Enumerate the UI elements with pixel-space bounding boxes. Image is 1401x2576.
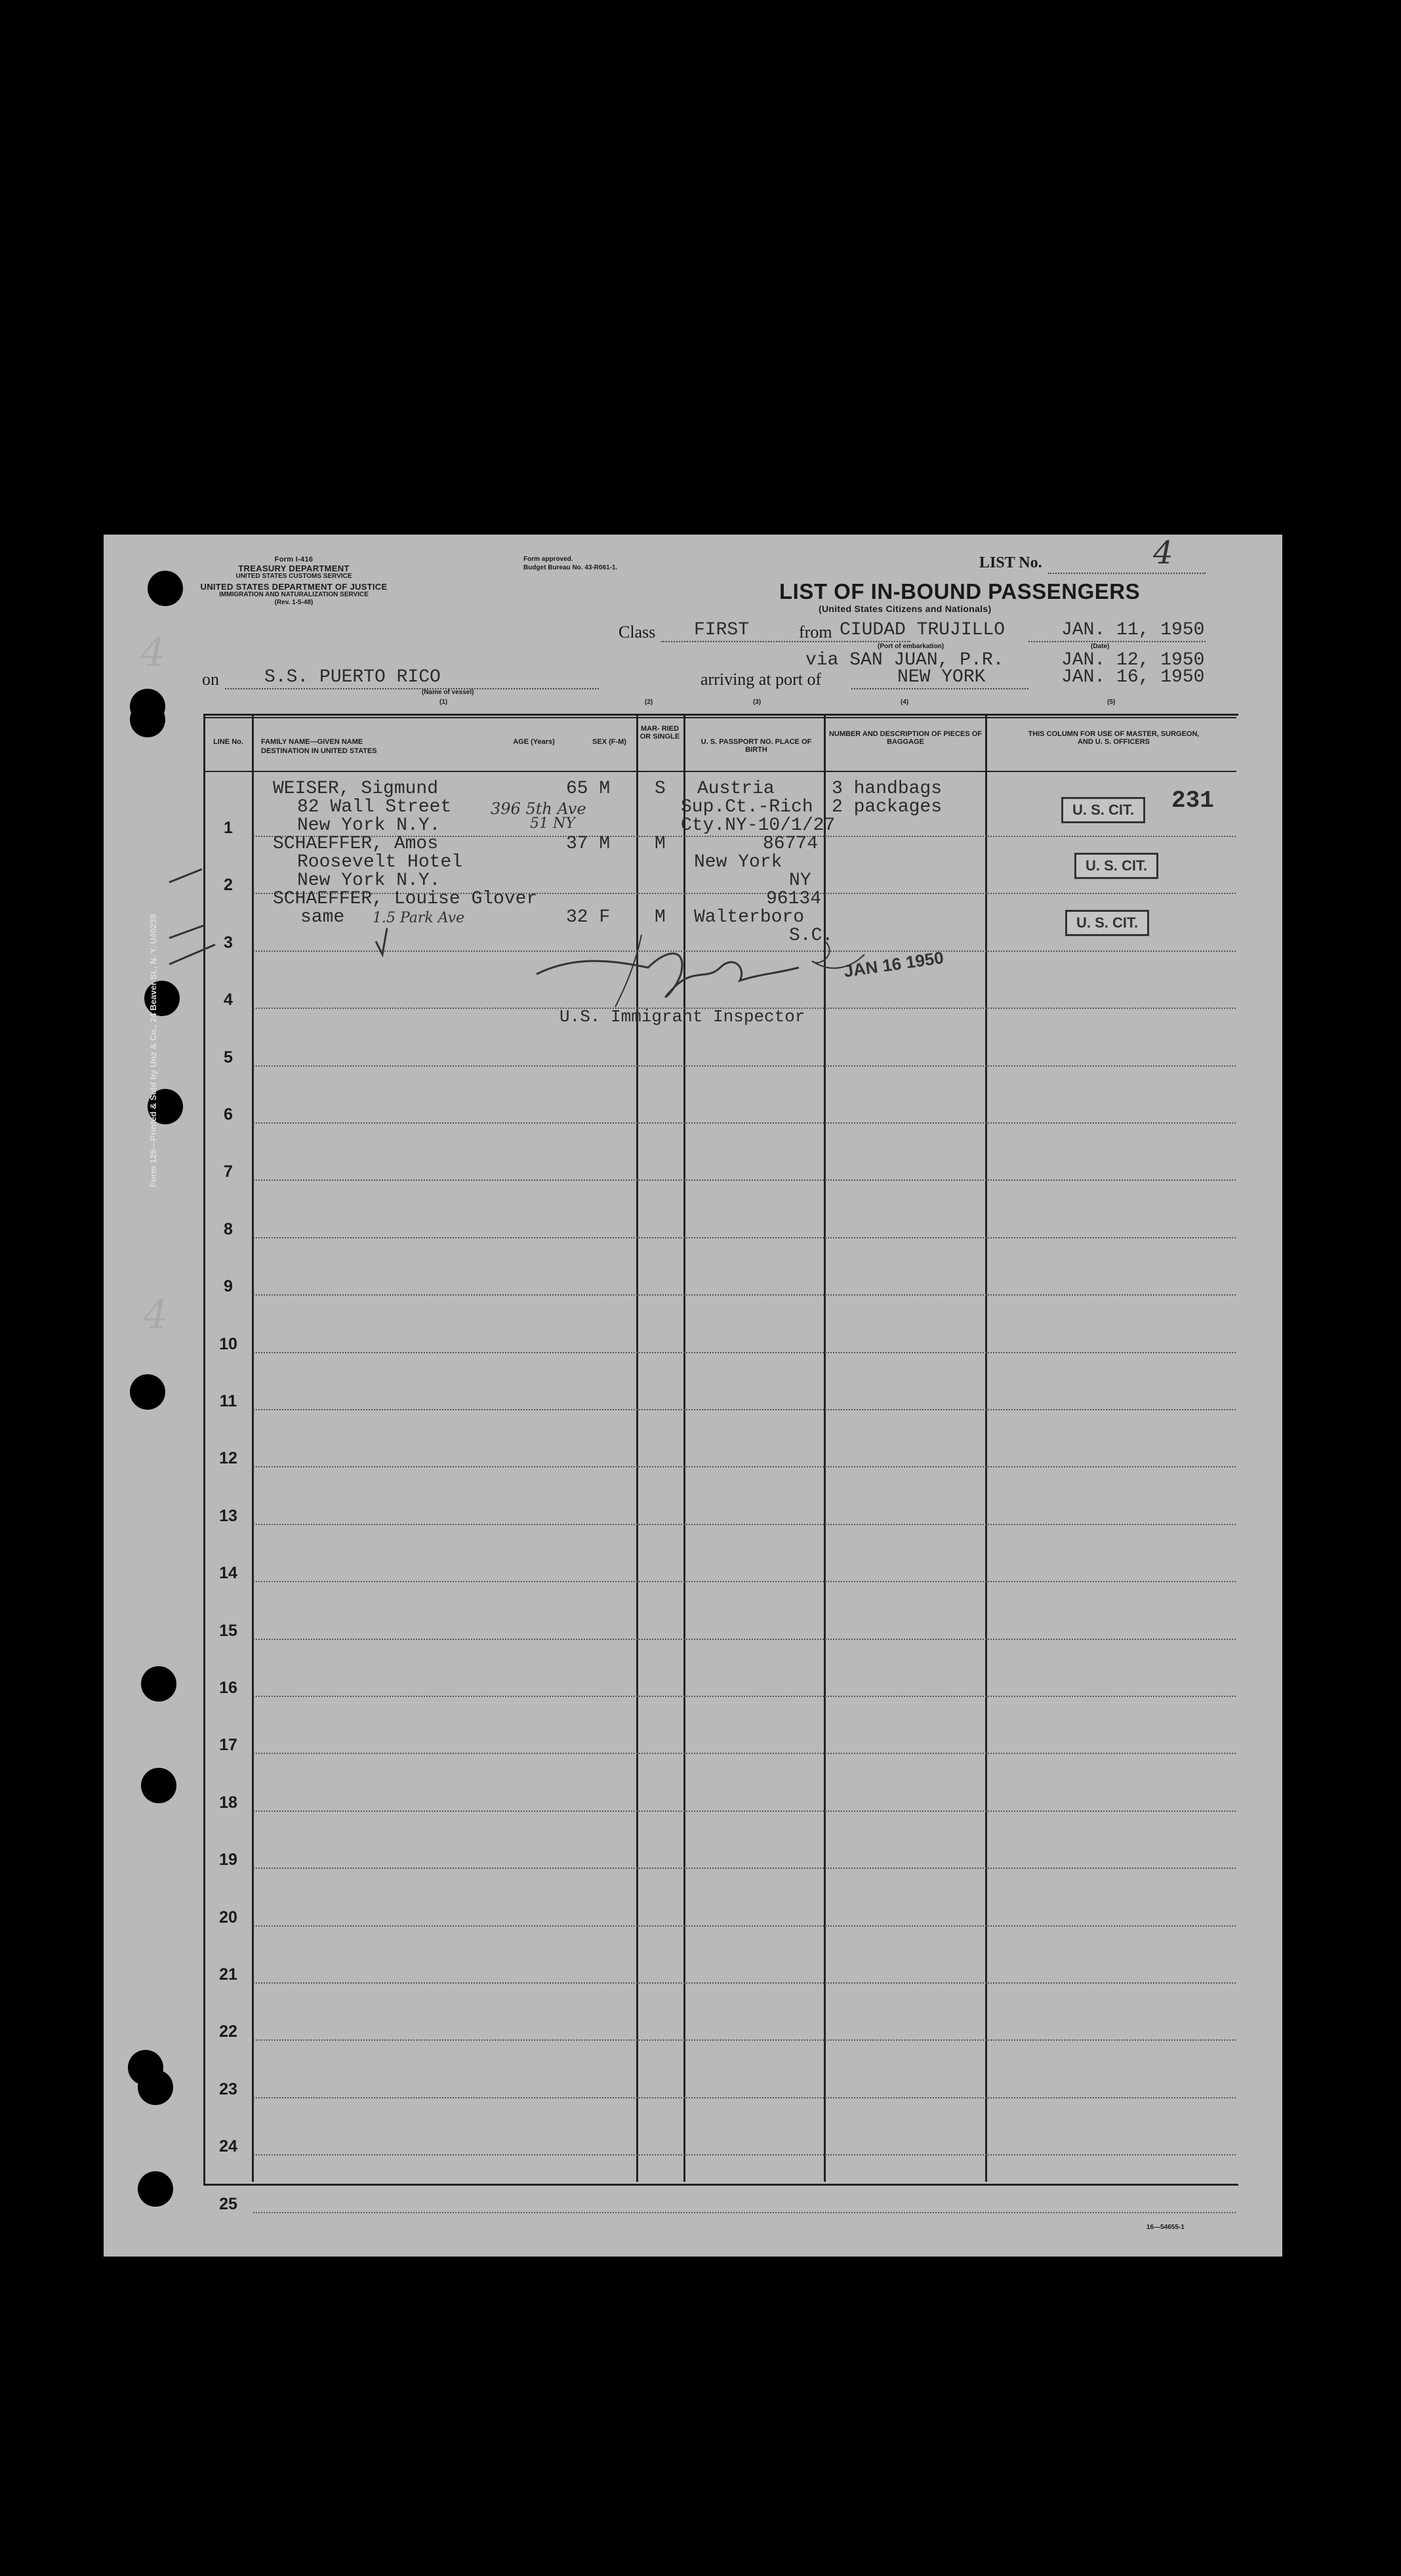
via-date: JAN. 12, 1950: [1061, 650, 1205, 670]
row-dotted-line: [253, 2212, 1236, 2213]
punch-hole: [141, 1666, 176, 1702]
p2-address-1: Roosevelt Hotel: [297, 852, 463, 872]
class-value: FIRST: [694, 620, 750, 640]
line-number: 15: [219, 1621, 237, 1640]
col-header-name: FAMILY NAME—GIVEN NAME: [261, 738, 363, 746]
document-title: LIST OF IN-BOUND PASSENGERS: [779, 579, 1141, 603]
dept-treasury: TREASURY DEPARTMENT: [238, 563, 350, 573]
arrival-date: JAN. 16, 1950: [1061, 667, 1205, 687]
line-number: 22: [219, 2022, 237, 2041]
vessel-caption: (Name of vessel): [422, 689, 474, 696]
p2-passport-3: NY: [789, 870, 811, 891]
punch-hole: [141, 1768, 176, 1803]
list-no-line: [1048, 561, 1206, 574]
col-header-destination: DESTINATION IN UNITED STATES: [261, 747, 377, 755]
via-value: via SAN JUAN, P.R.: [805, 650, 1004, 670]
p1-baggage-1: 3 handbags: [832, 779, 943, 799]
document-page: [104, 535, 1282, 2257]
line-number: 1: [224, 819, 233, 837]
class-label: Class: [619, 623, 656, 642]
p3-name: SCHAEFFER, Louise Glover: [273, 889, 538, 909]
p1-address-1: 82 Wall Street: [297, 797, 452, 817]
citizen-stamp-1: U. S. CIT.: [1061, 797, 1145, 823]
punch-hole: [138, 2171, 173, 2207]
form-code: 16—54655-1: [1147, 2224, 1185, 2231]
line-number: 25: [219, 2194, 237, 2213]
row-dotted-line: [253, 1179, 1236, 1181]
row-dotted-line: [253, 1065, 1236, 1067]
p3-handwritten-note: 1.5 Park Ave: [373, 910, 465, 926]
customs-service: UNITED STATES CUSTOMS SERVICE: [235, 573, 352, 580]
citizen-stamp-3: U. S. CIT.: [1065, 910, 1149, 936]
col-num-4: (4): [901, 699, 909, 706]
line-number: 12: [219, 1449, 237, 1468]
col-header-officers: THIS COLUMN FOR USE OF MASTER, SURGEON, AND U. S. OFFICERS: [1028, 730, 1200, 746]
row-dotted-line: [253, 1753, 1236, 1754]
line-number: 2: [224, 876, 233, 895]
punch-hole: [130, 1374, 165, 1410]
inspector-caption: U.S. Immigrant Inspector: [559, 1007, 805, 1027]
p2-name: SCHAEFFER, Amos: [273, 834, 439, 854]
row-dotted-line: [253, 1122, 1236, 1124]
row-dotted-line: [253, 1237, 1236, 1238]
line-number: 3: [224, 933, 233, 952]
p1-marital: S: [655, 779, 666, 799]
col-num-2: (2): [645, 699, 653, 706]
line-number: 4: [224, 991, 233, 1010]
punch-hole: [148, 571, 183, 606]
line-number: 10: [219, 1334, 237, 1353]
p1-passport-3: Cty.NY-10/1/27: [681, 815, 836, 836]
p3-passport-1: 96134: [766, 889, 822, 909]
row-dotted-line: [253, 1925, 1236, 1927]
line-number: 7: [224, 1162, 233, 1181]
row-dotted-line: [253, 1868, 1236, 1869]
form-number: Form I-416: [274, 556, 314, 563]
line-number: 19: [219, 1850, 237, 1870]
p1-handwritten-note-2: 51 NY: [530, 815, 575, 832]
p3-address-1: same: [300, 907, 345, 928]
p2-address-2: New York N.Y.: [297, 870, 441, 891]
dept-justice: UNITED STATES DEPARTMENT OF JUSTICE: [200, 582, 388, 592]
budget-bureau: Budget Bureau No. 43-R061-1.: [523, 564, 618, 571]
row-dotted-line: [253, 1982, 1236, 1984]
form-approved: Form approved.: [523, 556, 573, 563]
p2-age-sex: 37 M: [566, 834, 611, 854]
row-dotted-line: [253, 1409, 1236, 1410]
line-number: 24: [219, 2137, 237, 2156]
inspector-signature-icon: [523, 928, 891, 1013]
p2-passport-2: New York: [694, 852, 782, 872]
number-231: 231: [1171, 787, 1214, 814]
row-dotted-line: [253, 1581, 1236, 1582]
col-num-1: (1): [439, 699, 448, 706]
row-dotted-line: [253, 1466, 1236, 1467]
p3-passport-2: Walterboro: [694, 907, 805, 928]
row-dotted-line: [253, 1352, 1236, 1353]
p1-address-2: New York N.Y.: [297, 815, 441, 836]
line-number: 6: [224, 1105, 233, 1124]
row-dotted-line: [253, 1294, 1236, 1296]
ins-service: IMMIGRATION AND NATURALIZATION SERVICE: [219, 591, 369, 598]
p1-name: WEISER, Sigmund: [273, 779, 439, 799]
line-number: 11: [219, 1392, 237, 1410]
line-number: 17: [219, 1736, 237, 1755]
revision: (Rev. 1-5-48): [274, 599, 314, 606]
date-caption: (Date): [1091, 643, 1110, 650]
col-header-age: AGE (Years): [513, 738, 555, 746]
row-dotted-line: [253, 2039, 1236, 2041]
side-print: Form 125—Printed & Sold by Unz & Co., 24 Beaver St., N. Y. U40239: [148, 914, 158, 1187]
arrival-date-stamp: JAN 16 1950: [842, 947, 945, 981]
vessel-value: S.S. PUERTO RICO: [264, 667, 441, 687]
row-dotted-line: [253, 2154, 1236, 2156]
p3-age-sex: 32 F: [566, 907, 611, 928]
from-label: from: [799, 623, 832, 642]
line-number: 5: [224, 1048, 233, 1067]
list-no-label: LIST No.: [979, 554, 1042, 571]
col-divider-baggage: [985, 714, 987, 2182]
table-top-double-rule: [203, 717, 1236, 718]
line-number: 8: [224, 1219, 233, 1238]
col-header-baggage: NUMBER AND DESCRIPTION OF PIECES OF BAGGAGE: [828, 730, 983, 746]
row-dotted-line: [253, 1524, 1236, 1525]
from-date: JAN. 11, 1950: [1061, 620, 1205, 640]
list-no-value: 4: [1153, 535, 1173, 571]
row-dotted-line: [253, 1639, 1236, 1640]
row-dotted-line: [253, 1810, 1236, 1812]
p1-baggage-2: 2 packages: [832, 797, 943, 817]
margin-mark: 4: [143, 1292, 169, 1338]
line-number: 13: [219, 1506, 237, 1525]
line-number: 14: [219, 1564, 237, 1583]
col-num-5: (5): [1107, 699, 1116, 706]
line-number: 20: [219, 1908, 237, 1927]
p3-passport-3: S.C.: [789, 926, 834, 946]
line-number: 16: [219, 1679, 237, 1697]
p1-passport-2: Sup.Ct.-Rich: [681, 797, 813, 817]
arriving-label: arriving at port of: [700, 670, 822, 689]
col-header-sex: SEX (F-M): [592, 738, 626, 746]
col-header-line-no: LINE No.: [213, 738, 243, 746]
document-subtitle: (United States Citizens and Nationals): [819, 603, 992, 614]
col-num-3: (3): [753, 699, 761, 706]
col-header-married: MAR- RIED OR SINGLE: [640, 725, 680, 741]
line-number: 9: [224, 1277, 233, 1296]
check-marks-icon: [143, 797, 418, 968]
p1-passport-1: Austria: [697, 779, 775, 799]
row-dotted-line: [253, 1696, 1236, 1697]
citizen-stamp-2: U. S. CIT.: [1074, 853, 1158, 879]
p1-age-sex: 65 M: [566, 779, 611, 799]
p2-marital: M: [655, 834, 666, 854]
on-label: on: [202, 670, 219, 689]
punch-hole: [138, 2070, 173, 2105]
punch-hole: [130, 702, 165, 737]
line-number: 21: [219, 1965, 237, 1984]
col-header-passport: U. S. PASSPORT NO. PLACE OF BIRTH: [700, 738, 812, 754]
line-number: 18: [219, 1793, 237, 1812]
p2-passport-1: 86774: [763, 834, 819, 854]
header-rule: [203, 771, 1236, 772]
p3-marital: M: [655, 907, 666, 928]
port-embark-caption: (Port of embarkation): [878, 643, 944, 650]
arrival-port-line: [851, 672, 1028, 689]
row-dotted-line: [253, 2097, 1236, 2098]
margin-mark-top: 4: [140, 630, 166, 676]
line-number: 23: [219, 2079, 237, 2098]
p1-handwritten-note: 396 5th Ave: [491, 800, 586, 818]
arrival-port: NEW YORK: [897, 667, 986, 687]
from-value: CIUDAD TRUJILLO: [840, 620, 1005, 640]
